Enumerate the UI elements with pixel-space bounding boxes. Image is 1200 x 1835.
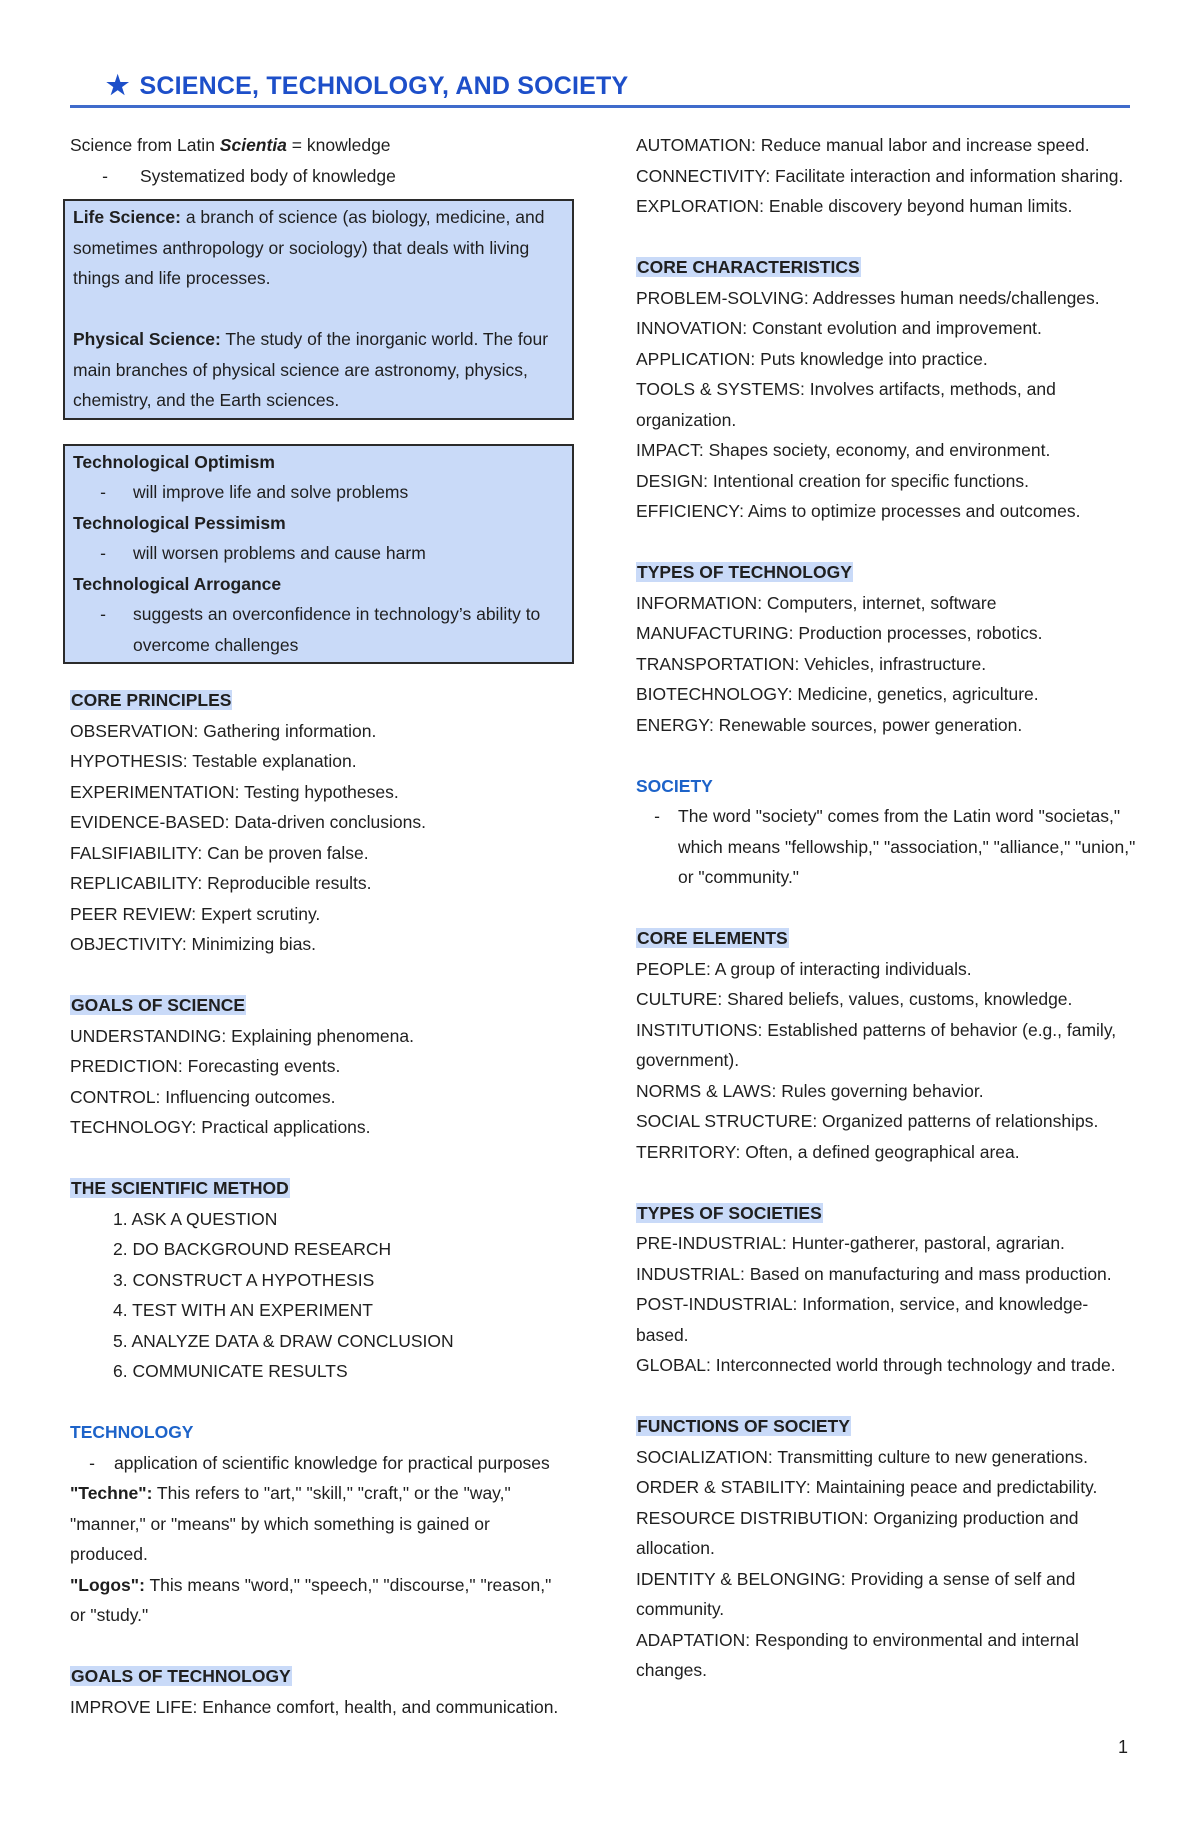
list-item: PEOPLE: A group of interacting individuals. [636,958,972,979]
list-item: 2. DO BACKGROUND RESEARCH [113,1239,392,1259]
section-heading-types-of-societies: TYPES OF SOCIETIES [637,1202,822,1223]
list-item: HYPOTHESIS: Testable explanation. [70,751,357,771]
list-item: OBSERVATION: Gathering information. [70,720,377,741]
list-item: CULTURE: Shared beliefs, values, customs, knowledge. [636,989,1073,1009]
list-item: - The word "society" comes from the Latin word "societas," which means "fellowship," "association," "alliance," "union," or "community." [654,806,1136,887]
life-science-definition: Life Science: a branch of science (as biology, medicine, and sometimes anthropology or sociology) that deals with living things and life processes. [73,207,545,288]
page-title: SCIENCE, TECHNOLOGY, AND SOCIETY [139,72,629,100]
list-item: INNOVATION: Constant evolution and improvement. [636,318,1042,338]
section-heading-society: SOCIETY [636,775,713,796]
list-item: OBJECTIVITY: Minimizing bias. [70,934,317,954]
list-item: DESIGN: Intentional creation for specific functions. [636,470,1029,491]
technology-attitudes-box [63,444,574,665]
list-item: 6. COMMUNICATE RESULTS [113,1361,348,1381]
list-item: EFFICIENCY: Aims to optimize processes and outcomes. [636,501,1081,521]
list-item: UNDERSTANDING: Explaining phenomena. [70,1025,414,1046]
section-heading-core-characteristics: CORE CHARACTERISTICS [637,257,860,277]
list-item: TERRITORY: Often, a defined geographical area. [636,1141,1020,1162]
scientia-term: Scientia [219,135,287,155]
page-number: 1 [1117,1737,1128,1757]
list-item: INFORMATION: Computers, internet, software [636,592,997,613]
star-icon: ★ [106,70,130,100]
list-item: SOCIAL STRUCTURE: Organized patterns of relationships. [636,1111,1099,1131]
list-item: PREDICTION: Forecasting events. [70,1056,341,1076]
list-item: 4. TEST WITH AN EXPERIMENT [113,1300,373,1320]
list-item: CONNECTIVITY: Facilitate interaction and information sharing. [636,165,1124,186]
list-item: POST-INDUSTRIAL: Information, service, and knowledge-based. [636,1294,1089,1345]
section-heading-technology: TECHNOLOGY [70,1422,194,1442]
left-column [70,130,570,1722]
list-item: EXPLORATION: Enable discovery beyond human limits. [636,196,1073,216]
list-item: PEER REVIEW: Expert scrutiny. [70,903,321,924]
list-item: EXPERIMENTATION: Testing hypotheses. [70,781,399,802]
list-item: AUTOMATION: Reduce manual labor and increase speed. [636,135,1090,155]
optimism-heading: Technological Optimism [73,451,275,472]
list-item: MANUFACTURING: Production processes, robotics. [636,623,1043,643]
list-item: APPLICATION: Puts knowledge into practice. [636,348,988,369]
section-heading-scientific-method: THE SCIENTIFIC METHOD [71,1178,289,1198]
section-heading-core-principles: CORE PRINCIPLES [71,690,232,710]
right-column [636,130,1136,1686]
list-item: INDUSTRIAL: Based on manufacturing and mass production. [636,1263,1112,1284]
techne-definition: "Techne": This refers to "art," "skill," "craft," or the "way," "manner," or "means" by which something is gained or produced. [70,1483,511,1564]
physical-science-definition: Physical Science: The study of the inorganic world. The four main branches of physical science are astronomy, physics, chemistry, and the Earth sciences. [73,329,549,410]
arrogance-heading: Technological Arrogance [73,573,282,594]
science-branches-box [63,199,574,420]
section-heading-core-elements: CORE ELEMENTS [637,928,788,948]
section-heading-functions-of-society: FUNCTIONS OF SOCIETY [637,1416,850,1436]
list-item: IMPROVE LIFE: Enhance comfort, health, and communication. [70,1696,559,1717]
list-item: INSTITUTIONS: Established patterns of behavior (e.g., family, government). [636,1019,1117,1070]
page-title-bar [70,70,1130,108]
list-item: 1. ASK A QUESTION [113,1208,278,1229]
pessimism-heading: Technological Pessimism [73,512,286,533]
list-item: EVIDENCE-BASED: Data-driven conclusions. [70,812,426,832]
list-item: IMPACT: Shapes society, economy, and environment. [636,440,1051,460]
list-item: ADAPTATION: Responding to environmental and internal changes. [636,1629,1079,1680]
list-item: - Systematized body of knowledge [102,165,396,186]
section-heading-goals-of-technology: GOALS OF TECHNOLOGY [71,1666,291,1686]
list-item: - will worsen problems and cause harm [100,543,426,563]
list-item: 3. CONSTRUCT A HYPOTHESIS [113,1269,375,1290]
list-item: 5. ANALYZE DATA & DRAW CONCLUSION [113,1330,454,1351]
list-item: REPLICABILITY: Reproducible results. [70,873,372,893]
list-item: RESOURCE DISTRIBUTION: Organizing production and allocation. [636,1507,1079,1558]
list-item: ENERGY: Renewable sources, power generation. [636,714,1023,735]
list-item: SOCIALIZATION: Transmitting culture to new generations. [636,1446,1088,1467]
list-item: TOOLS & SYSTEMS: Involves artifacts, methods, and organization. [636,379,1056,430]
list-item: NORMS & LAWS: Rules governing behavior. [636,1080,984,1101]
list-item: TECHNOLOGY: Practical applications. [70,1117,371,1137]
science-definition: Science from Latin Scientia = knowledge [70,135,391,155]
list-item: - suggests an overconfidence in technology’s ability to overcome challenges [100,604,541,655]
list-item: GLOBAL: Interconnected world through technology and trade. [636,1355,1116,1375]
list-item: IDENTITY & BELONGING: Providing a sense of self and community. [636,1568,1076,1619]
list-item: PROBLEM-SOLVING: Addresses human needs/challenges. [636,287,1100,308]
list-item: - application of scientific knowledge for practical purposes [89,1452,550,1473]
list-item: TRANSPORTATION: Vehicles, infrastructure. [636,653,987,674]
list-item: - will improve life and solve problems [100,482,409,502]
list-item: PRE-INDUSTRIAL: Hunter-gatherer, pastoral, agrarian. [636,1233,1065,1253]
list-item: ORDER & STABILITY: Maintaining peace and predictability. [636,1477,1098,1497]
core-principles-list [70,716,570,960]
logos-definition: "Logos": This means "word," "speech," "discourse," "reason," or "study." [70,1574,552,1625]
section-heading-goals-of-science: GOALS OF SCIENCE [71,995,246,1015]
list-item: FALSIFIABILITY: Can be proven false. [70,842,369,863]
section-heading-types-of-technology: TYPES OF TECHNOLOGY [637,562,852,582]
list-item: CONTROL: Influencing outcomes. [70,1086,336,1107]
list-item: BIOTECHNOLOGY: Medicine, genetics, agriculture. [636,684,1039,704]
